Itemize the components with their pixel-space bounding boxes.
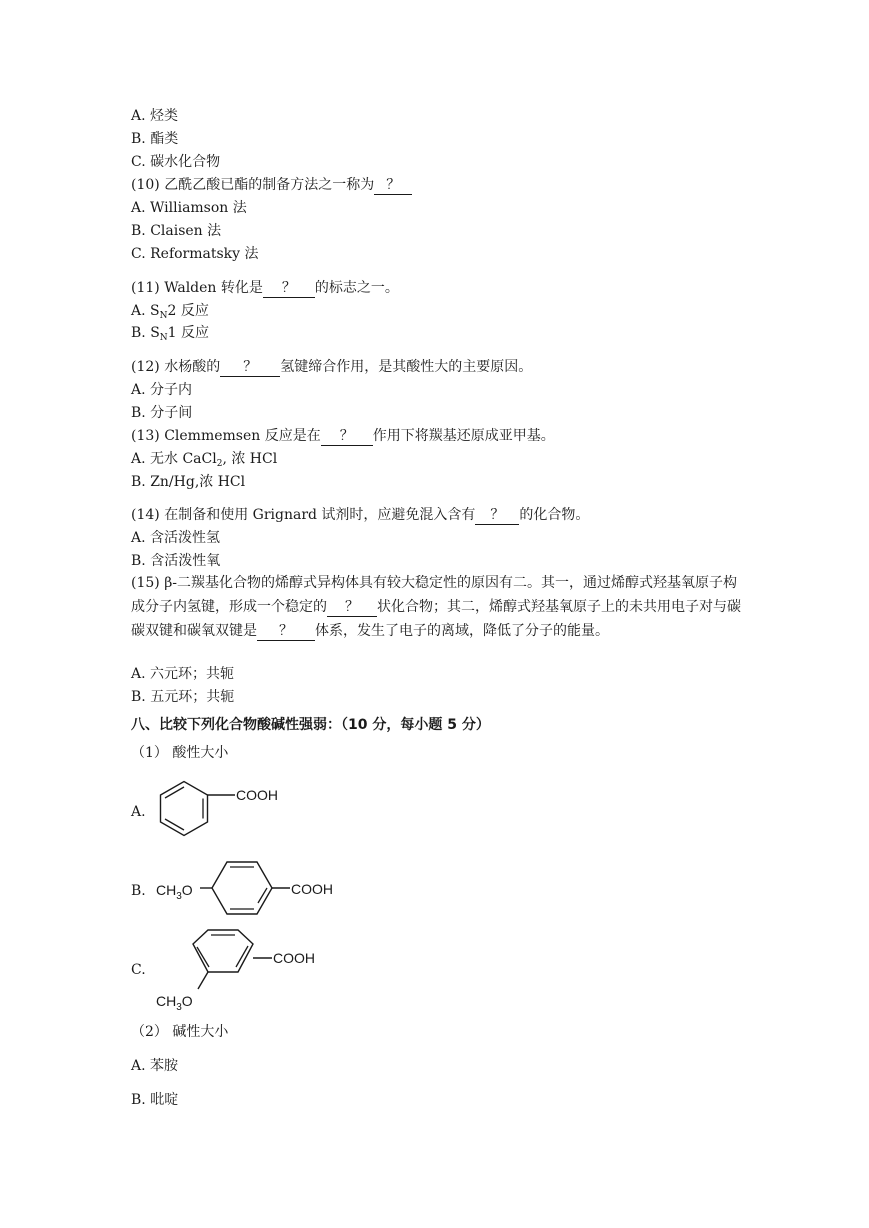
cooh-label: COOH	[273, 950, 315, 966]
compound-a-structure	[150, 775, 290, 845]
q11-a-post: 2 反应	[167, 303, 209, 319]
q9-option-c: C. 碳水化合物	[131, 154, 221, 170]
q14-option-a: A. 含活泼性氢	[131, 530, 221, 546]
q11-b-post: 1 反应	[167, 325, 210, 341]
compound-b-label: B.	[131, 883, 146, 899]
q12-pre: (12) 水杨酸的	[131, 359, 221, 375]
q15-option-a: A. 六元环；共轭	[131, 666, 235, 682]
q15-part3: 体系，发生了电子的离域，降低了分子的能量。	[315, 623, 609, 639]
q13-option-b: B. Zn/Hg,浓 HCl	[131, 474, 246, 490]
cooh-label: COOH	[236, 787, 278, 803]
methyl-label	[156, 882, 193, 902]
ch3-subscript: 3	[176, 891, 182, 902]
ch-text: CH	[156, 882, 177, 898]
ch-text: CH	[156, 993, 177, 1009]
benzene-ring	[161, 782, 208, 836]
q15-option-b: B. 五元环；共轭	[131, 689, 235, 705]
benzene-ring	[212, 862, 272, 914]
q11-b-pre: B. S	[131, 325, 160, 341]
ch3-subscript: 3	[176, 1002, 182, 1013]
q10-option-b: B. Claisen 法	[131, 223, 222, 239]
q12-post: 氢键缔合作用，是其酸性大的主要原因。	[280, 359, 533, 375]
oxygen-label: O	[181, 993, 193, 1009]
q14-stem	[131, 505, 589, 525]
q14-blank: ？	[475, 507, 519, 525]
q14-option-b: B. 含活泼性氧	[131, 553, 221, 569]
q13-a-sub: 2	[216, 459, 223, 469]
ring-double-bond	[165, 819, 184, 830]
ring-double-bond	[258, 888, 267, 903]
q13-pre: (13) Clemmemsen 反应是在	[131, 428, 321, 444]
q9-option-b: B. 酯类	[131, 131, 179, 147]
cooh-label: COOH	[291, 881, 333, 897]
compound-a-label: A.	[131, 804, 146, 820]
base-option-b: B. 吡啶	[131, 1092, 179, 1108]
q15-part2: 状化合物；其二，烯醇式羟基氧原子上的未共用电子对与碳碳双键和碳氧双键是	[131, 599, 741, 639]
ether-bond	[198, 972, 208, 989]
q11-b-sub: N	[159, 333, 168, 343]
q10-option-c: C. Reformatsky 法	[131, 246, 259, 262]
q12-blank: ？	[220, 359, 280, 377]
q11-a-pre: A. S	[131, 303, 160, 319]
q10-blank: ？	[374, 177, 412, 195]
methyl-label	[156, 993, 193, 1013]
oxygen-label: O	[181, 882, 193, 898]
q11-stem	[131, 278, 399, 298]
basicity-subheading: （2） 碱性大小	[131, 1024, 229, 1040]
q12-stem	[131, 357, 532, 377]
base-option-a: A. 苯胺	[131, 1058, 179, 1074]
q13-stem	[131, 426, 555, 446]
q12-option-b: B. 分子间	[131, 405, 193, 421]
q13-blank: ？	[321, 428, 373, 446]
q11-a-sub: N	[159, 311, 168, 321]
q15-part1: (15) β-二羰基化合物的烯醇式异构体具有较大稳定性的原因有二。其一，通过烯醇式羟基氧原子构成分子内氢键，形成一个稳定的	[131, 575, 738, 615]
compound-c-structure	[150, 922, 340, 1014]
q14-pre: (14) 在制备和使用 Grignard 试剂时，应避免混入含有	[131, 507, 476, 523]
q14-post: 的化合物。	[519, 507, 590, 523]
benzene-ring	[193, 930, 253, 972]
q13-post: 作用下将羰基还原成亚甲基。	[372, 428, 555, 444]
q11-post: 的标志之一。	[314, 280, 399, 296]
q9-option-a: A. 烃类	[131, 108, 179, 124]
q12-option-a: A. 分子内	[131, 382, 193, 398]
compound-b-structure	[150, 855, 350, 925]
q15-blank1: ？	[327, 599, 377, 617]
q10-option-a: A. Williamson 法	[131, 200, 247, 216]
q11-option-b	[131, 323, 209, 348]
q10-stem-text: (10) 乙酰乙酸已酯的制备方法之一称为	[131, 177, 375, 193]
q11-blank: ？	[263, 280, 315, 298]
q13-a-pre: A. 无水 CaCl	[131, 451, 217, 467]
q11-pre: (11) Walden 转化是	[131, 280, 263, 296]
q13-option-a	[131, 449, 277, 474]
ring-double-bond	[165, 787, 184, 798]
q15-stem	[131, 571, 741, 643]
q15-blank2: ？	[257, 623, 315, 641]
q10-stem	[131, 175, 412, 195]
section8-heading: 八、比较下列化合物酸碱性强弱：（10 分，每小题 5 分）	[131, 717, 490, 733]
compound-c-label: C.	[131, 962, 146, 978]
q13-a-post: , 浓 HCl	[222, 451, 278, 467]
acidity-subheading: （1） 酸性大小	[131, 745, 229, 761]
